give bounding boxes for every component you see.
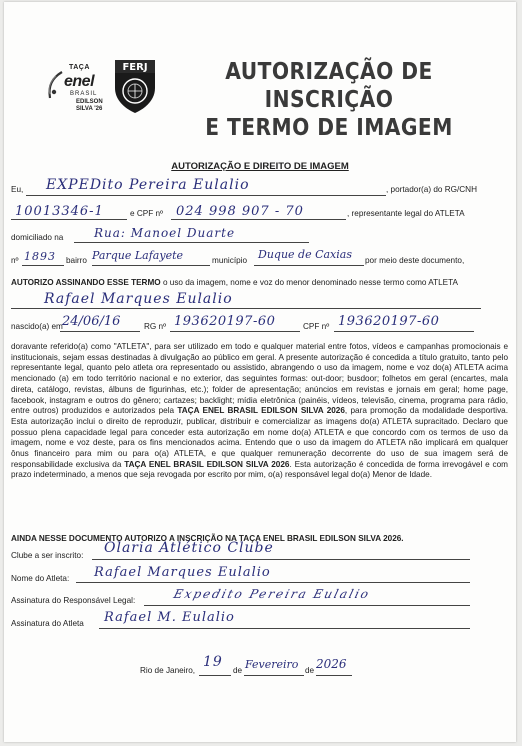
- assinatura-atleta-value: Rafael M. Eulalio: [104, 610, 235, 625]
- clube-value: Olaria Atlético Clube: [104, 540, 274, 556]
- numero-label: nº: [11, 256, 19, 265]
- title-line-2: E TERMO DE IMAGEM: [205, 115, 453, 141]
- portador-label: , portador(a) do RG/CNH: [386, 185, 478, 194]
- nome-atleta-label: Nome do Atleta:: [11, 574, 70, 583]
- guardian-rg-value: 10013346-1: [15, 204, 104, 219]
- terms-p1-bold: TAÇA ENEL BRASIL EDILSON SILVA 2026: [177, 406, 345, 416]
- street-value: Rua: Manoel Duarte: [94, 226, 236, 240]
- logo-brasil-text: BRASIL: [70, 91, 98, 97]
- taca-enel-logo: [44, 64, 106, 120]
- day-underline: [199, 675, 231, 676]
- terms-p3: . Esta autorização é concedida de forma irrevogável e com prazo indeterminado, a menos que seja revogada por escrito por mim, o(a) responsável legal do(a) Menor de Idade.: [11, 459, 508, 480]
- athlete-name-value: Rafael Marques Eulalio: [44, 291, 233, 307]
- bairro-underline: [92, 265, 210, 266]
- street-underline: [74, 242, 309, 243]
- name-underline: [26, 195, 386, 196]
- municipio-underline: [254, 265, 364, 266]
- eu-label: Eu,: [11, 185, 24, 194]
- de-label-2: de: [305, 666, 315, 675]
- assinatura-responsavel-underline: [144, 605, 470, 606]
- terms-p1: doravante referido(a) como "ATLETA", para ser utilizado em todo e qualquer material entre fotos, vídeos e campanhas promocionais e institucionais, sejam essas destinadas à divulgação ao público em geral. A presente autorização é concedida a título gratuito, tanto pelo representante legal, quanto pelo atleta ora representado ou assistido, abrangendo o uso da imagem, nome e voz do(a) ATLETA acima mencionado (a) em todo território nacional e no exterior, das seguintes formas: out-door; busdoor; folhetos em geral (encartes, mala direta, catálogo, revistas, álbuns de figurinhas, etc.); folder de apresentação; anúncios em revistas e jornais em geral; home page, facebook, instagram e outros do gênero; cartazes; backlight; mídia eletrônica (painéis, vídeos, televisão, cinema, programa para rádio, entre outros) produzidos e autorizados pela: [11, 342, 508, 416]
- inscricao-title: AINDA NESSE DOCUMENTO AUTORIZO A INSCRIÇÃO NA TAÇA ENEL BRASIL EDILSON SILVA 2026.: [11, 534, 404, 543]
- terms-p2: , para promoção da modalidade desportiva. Esta autorização inclui o direito de reproduzir, publicar, distribuir e comercializar as imagens do(a) ATLETA supracitado. Declaro que possuo plena capacidade legal para conceder esta autorização em nome do(a) ATLETA e que concordo com os termos de uso da imagem, nome e voz deste, para os fins mencionados acima. Entendo que o uso da imagem do ATLETA não implicará em qualquer ônus financeiro para mim ou para o(a) ATLETA, e que qualquer remuneração decorrente do uso de sua imagem será de responsabilidade exclusiva da: [11, 406, 508, 469]
- assinatura-responsavel-value: Expedito Pereira Eulalio: [172, 587, 372, 601]
- clube-underline: [92, 559, 470, 560]
- title-line-1: AUTORIZAÇÃO DE INSCRIÇÃO: [225, 59, 433, 113]
- nasc-underline: [60, 331, 140, 332]
- domicilio-label: domiciliado na: [11, 233, 64, 242]
- year-value: 2026: [316, 657, 347, 671]
- year-underline: [316, 675, 352, 676]
- document-header: [4, 54, 516, 141]
- autorizo-bold: AUTORIZO ASSINANDO ESSE TERMO: [11, 278, 161, 287]
- logo-edilson-text: EDILSON SILVA '26: [76, 99, 103, 112]
- rg-athlete-underline: [170, 331, 300, 332]
- meio-documento-label: por meio deste documento,: [365, 256, 465, 265]
- document-sheet: [4, 2, 516, 742]
- bairro-value: Parque Lafayete: [92, 249, 184, 262]
- cpf-label: e CPF nº: [130, 209, 164, 218]
- assinatura-responsavel-label: Assinatura do Responsável Legal:: [11, 596, 136, 605]
- month-value: Fevereiro: [245, 658, 299, 671]
- birth-date-value: 24/06/16: [62, 314, 121, 329]
- document-title: [184, 58, 474, 142]
- terms-paragraph: [11, 342, 508, 481]
- ferj-label: FERJ: [122, 62, 148, 73]
- section-title: AUTORIZAÇÃO E DIREITO DE IMAGEM: [171, 161, 349, 172]
- assinatura-atleta-label: Assinatura do Atleta: [11, 619, 84, 628]
- day-value: 19: [203, 654, 223, 670]
- clube-label: Clube a ser inscrito:: [11, 551, 84, 560]
- month-underline: [244, 675, 304, 676]
- athlete-cpf-value: 193620197-60: [338, 314, 440, 329]
- guardian-name-value: EXPEDito Pereira Eulalio: [46, 177, 250, 193]
- guardian-cpf-value: 024 998 907 - 70: [176, 204, 304, 219]
- nascido-label: nascido(a) em: [11, 322, 63, 331]
- terms-p2-bold: TAÇA ENEL BRASIL EDILSON SILVA 2026: [124, 459, 290, 469]
- bairro-label: bairro: [66, 256, 87, 265]
- nome-atleta-value: Rafael Marques Eulalio: [94, 565, 271, 580]
- swoosh-icon: [44, 70, 66, 100]
- cpf-athlete-underline: [334, 331, 474, 332]
- numero-value: 1893: [24, 250, 56, 263]
- municipio-value: Duque de Caxias: [258, 248, 352, 261]
- assinatura-atleta-underline: [99, 628, 470, 629]
- rep-legal-label: , representante legal do ATLETA: [347, 209, 465, 218]
- cpf-athlete-label: CPF nº: [303, 322, 330, 331]
- athlete-rg-value: 193620197-60: [174, 314, 276, 329]
- ferj-crest: [112, 58, 158, 114]
- logo-taca-text: TAÇA: [69, 64, 90, 71]
- numero-underline: [22, 265, 64, 266]
- de-label-1: de: [233, 666, 243, 675]
- logo-enel-text: enel: [64, 73, 95, 90]
- city-label: Rio de Janeiro,: [140, 666, 196, 675]
- autorizo-line: [11, 278, 458, 287]
- rg-athlete-label: RG nº: [144, 322, 167, 331]
- municipio-label: município: [212, 256, 248, 265]
- athlete-underline: [11, 308, 481, 309]
- autorizo-rest: o uso da imagem, nome e voz do menor denominado nesse termo como ATLETA: [160, 278, 458, 287]
- cpf-underline: [171, 219, 346, 220]
- rg-underline: [11, 219, 127, 220]
- nome-atleta-underline: [76, 582, 470, 583]
